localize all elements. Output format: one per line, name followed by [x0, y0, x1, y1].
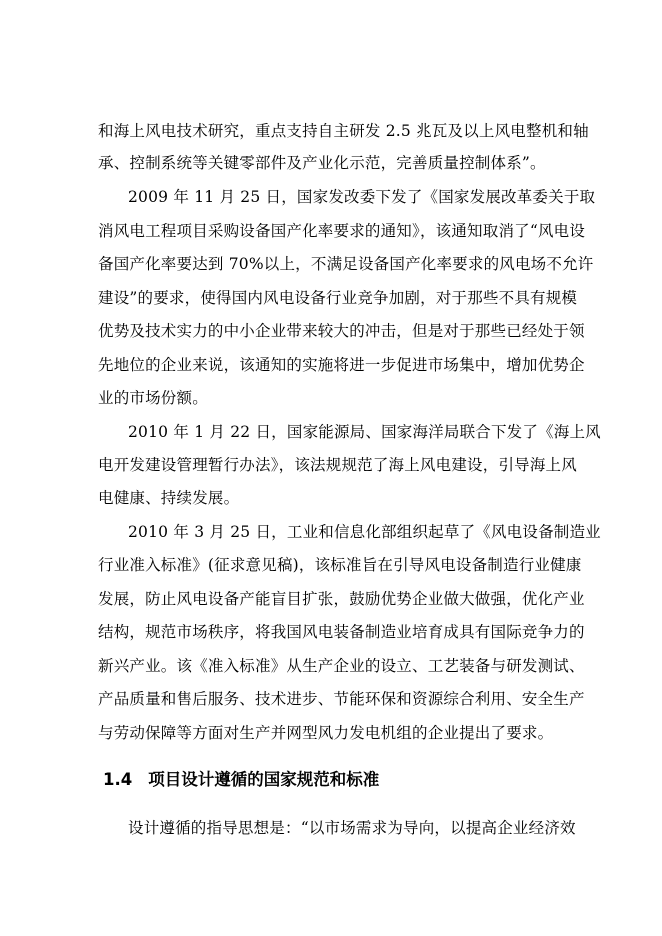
paragraph-line: 优势及技术实力的中小企业带来较大的冲击，但是对于那些已经处于领: [98, 322, 585, 340]
paragraph-line: 产品质量和售后服务、技术进步、节能环保和资源综合利用、安全生产: [98, 690, 585, 708]
paragraph-line: 2010 年 1 月 22 日，国家能源局、国家海洋局联合下发了《海上风: [128, 423, 601, 441]
paragraph-line: 电开发建设管理暂行办法》，该法规规范了海上风电建设，引导海上风: [98, 456, 577, 474]
paragraph-line: 行业准入标准》(征求意见稿)，该标准旨在引导风电设备制造行业健康: [98, 556, 582, 574]
paragraph-line: 结构，规范市场秩序，将我国风电装备制造业培育成具有国际竞争力的: [98, 623, 585, 641]
paragraph-line: 建设”的要求，使得国内风电设备行业竞争加剧，对于那些不具有规模: [98, 289, 578, 307]
paragraph-line: 业的市场份额。: [98, 389, 208, 407]
paragraph-line: 和海上风电技术研究，重点支持自主研发 2.5 兆瓦及以上风电整机和轴: [98, 122, 589, 140]
paragraph-line: 承、控制系统等关键零部件及产业化示范，完善质量控制体系”。: [98, 154, 546, 172]
paragraph-line: 2009 年 11 月 25 日，国家发改委下发了《国家发展改革委关于取: [128, 188, 596, 206]
paragraph-line: 备国产化率要达到 70%以上，不满足设备国产化率要求的风电场不允许: [98, 255, 594, 273]
paragraph-line: 消风电工程项目采购设备国产化率要求的通知》，该通知取消了“风电设: [98, 222, 586, 240]
paragraph-line: 设计遵循的指导思想是：“以市场需求为导向，以提高企业经济效: [128, 819, 576, 837]
section-number: 1.4: [103, 770, 133, 789]
paragraph-line: 先地位的企业来说，该通知的实施将进一步促进市场集中，增加优势企: [98, 356, 585, 374]
paragraph-line: 电健康、持续发展。: [98, 489, 240, 507]
paragraph-line: 与劳动保障等方面对生产并网型风力发电机组的企业提出了要求。: [98, 724, 554, 742]
paragraph-line: 新兴产业。该《准入标准》从生产企业的设立、工艺装备与研发测试、: [98, 657, 585, 675]
section-heading: [103, 769, 379, 791]
paragraph-line: 发展，防止风电设备产能盲目扩张，鼓励优势企业做大做强，优化产业: [98, 590, 585, 608]
paragraph-line: 2010 年 3 月 25 日，工业和信息化部组织起草了《风电设备制造业: [128, 523, 601, 541]
section-title: 项目设计遵循的国家规范和标准: [148, 770, 380, 789]
